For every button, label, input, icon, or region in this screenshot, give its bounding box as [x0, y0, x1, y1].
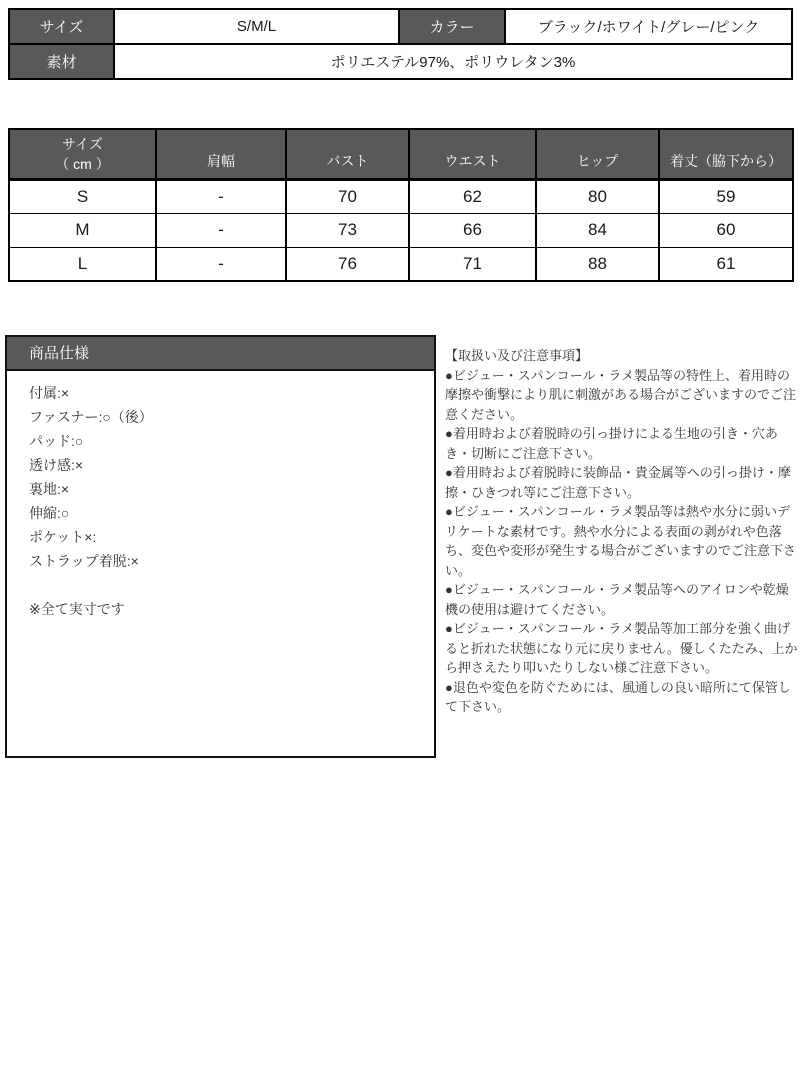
hip-value-cell: 80 — [536, 179, 659, 213]
length-value-cell: 59 — [659, 179, 793, 213]
length-value-cell: 61 — [659, 247, 793, 281]
product-info-table — [8, 8, 793, 80]
care-notes-title: 【取扱い及び注意事項】 — [445, 348, 589, 363]
size-chart-row-l — [9, 247, 793, 281]
material-label-cell: 素材 — [9, 44, 114, 79]
bust-value-cell: 70 — [286, 179, 409, 213]
size-header-line2: （ cm ） — [55, 155, 110, 172]
waist-value-cell: 62 — [409, 179, 536, 213]
shoulder-width-header-cell: 肩幅 — [156, 129, 286, 179]
shoulder-value-cell: - — [156, 179, 286, 213]
spec-item-lining: 裏地:× — [29, 481, 70, 497]
material-value-cell: ポリエステル97%、ポリウレタン3% — [114, 44, 792, 79]
size-label-cell: サイズ — [9, 9, 114, 44]
care-note-jewelry: ●着用時および着脱時に装飾品・貴金属等への引っ掛け・摩擦・ひきつれ等にご注意下さい。 — [445, 465, 791, 500]
length-header-cell: 着丈（脇下から） — [659, 129, 793, 179]
size-cm-header-cell — [9, 129, 156, 179]
bust-value-cell: 73 — [286, 213, 409, 247]
hip-header-cell: ヒップ — [536, 129, 659, 179]
waist-header-cell: ウエスト — [409, 129, 536, 179]
info-row-material — [9, 44, 792, 79]
spec-item-sheerness: 透け感:× — [29, 457, 84, 473]
info-row-size-color — [9, 9, 792, 44]
waist-value-cell: 71 — [409, 247, 536, 281]
care-note-friction: ●ビジュー・スパンコール・ラメ製品等の特性上、着用時の摩擦や衝撃により肌に刺激がある場合がございますのでご注意ください。 — [445, 367, 797, 422]
spec-item-pocket: ポケット×: — [29, 529, 97, 545]
color-label-cell: カラー — [399, 9, 505, 44]
spec-item-strap: ストラップ着脱:× — [29, 553, 139, 569]
spec-item-stretch: 伸縮:○ — [29, 505, 70, 521]
product-spec-box — [5, 335, 436, 758]
care-note-snagging: ●着用時および着脱時の引っ掛けによる生地の引き・穴あき・切断にご注意下さい。 — [445, 426, 778, 461]
hip-value-cell: 84 — [536, 213, 659, 247]
spec-box-title: 商品仕様 — [7, 337, 434, 371]
hip-value-cell: 88 — [536, 247, 659, 281]
care-note-storage: ●退色や変色を防ぐためには、風通しの良い暗所にて保管して下さい。 — [445, 679, 791, 714]
care-note-heat-moisture: ●ビジュー・スパンコール・ラメ製品等は熱や水分に弱いデリケートな素材です。熱や水分による表面の剥がれや色落ち、変色や変形が発生する場合がございますのでご注意下さい。 — [445, 504, 797, 578]
size-header-line1: サイズ — [62, 135, 103, 152]
bust-header-cell: バスト — [286, 129, 409, 179]
size-name-cell: S — [9, 179, 156, 213]
length-value-cell: 60 — [659, 213, 793, 247]
size-value-cell: S/M/L — [114, 9, 399, 44]
shoulder-value-cell: - — [156, 213, 286, 247]
color-value-cell: ブラック/ホワイト/グレー/ピンク — [505, 9, 792, 44]
bust-value-cell: 76 — [286, 247, 409, 281]
size-chart-row-s — [9, 179, 793, 213]
size-name-cell: L — [9, 247, 156, 281]
size-chart-row-m — [9, 213, 793, 247]
care-note-iron-dryer: ●ビジュー・スパンコール・ラメ製品等へのアイロンや乾燥機の使用は避けてください。 — [445, 582, 789, 617]
shoulder-value-cell: - — [156, 247, 286, 281]
spec-actual-size-note: ※全て実寸です — [29, 601, 125, 617]
size-chart-header-row — [9, 129, 793, 179]
spec-item-pad: パッド:○ — [29, 433, 84, 449]
spec-box-body — [7, 371, 434, 621]
size-name-cell: M — [9, 213, 156, 247]
spec-item-fastener: ファスナー:○（後） — [29, 409, 153, 425]
size-chart-table — [8, 128, 794, 282]
care-notes — [445, 346, 798, 717]
waist-value-cell: 66 — [409, 213, 536, 247]
spec-item-accessories: 付属:× — [29, 385, 70, 401]
care-note-bending: ●ビジュー・スパンコール・ラメ製品等加工部分を強く曲げると折れた状態になり元に戻りません。優しくたたみ、上から押さえたり叩いたりしない様ご注意下さい。 — [445, 621, 798, 675]
